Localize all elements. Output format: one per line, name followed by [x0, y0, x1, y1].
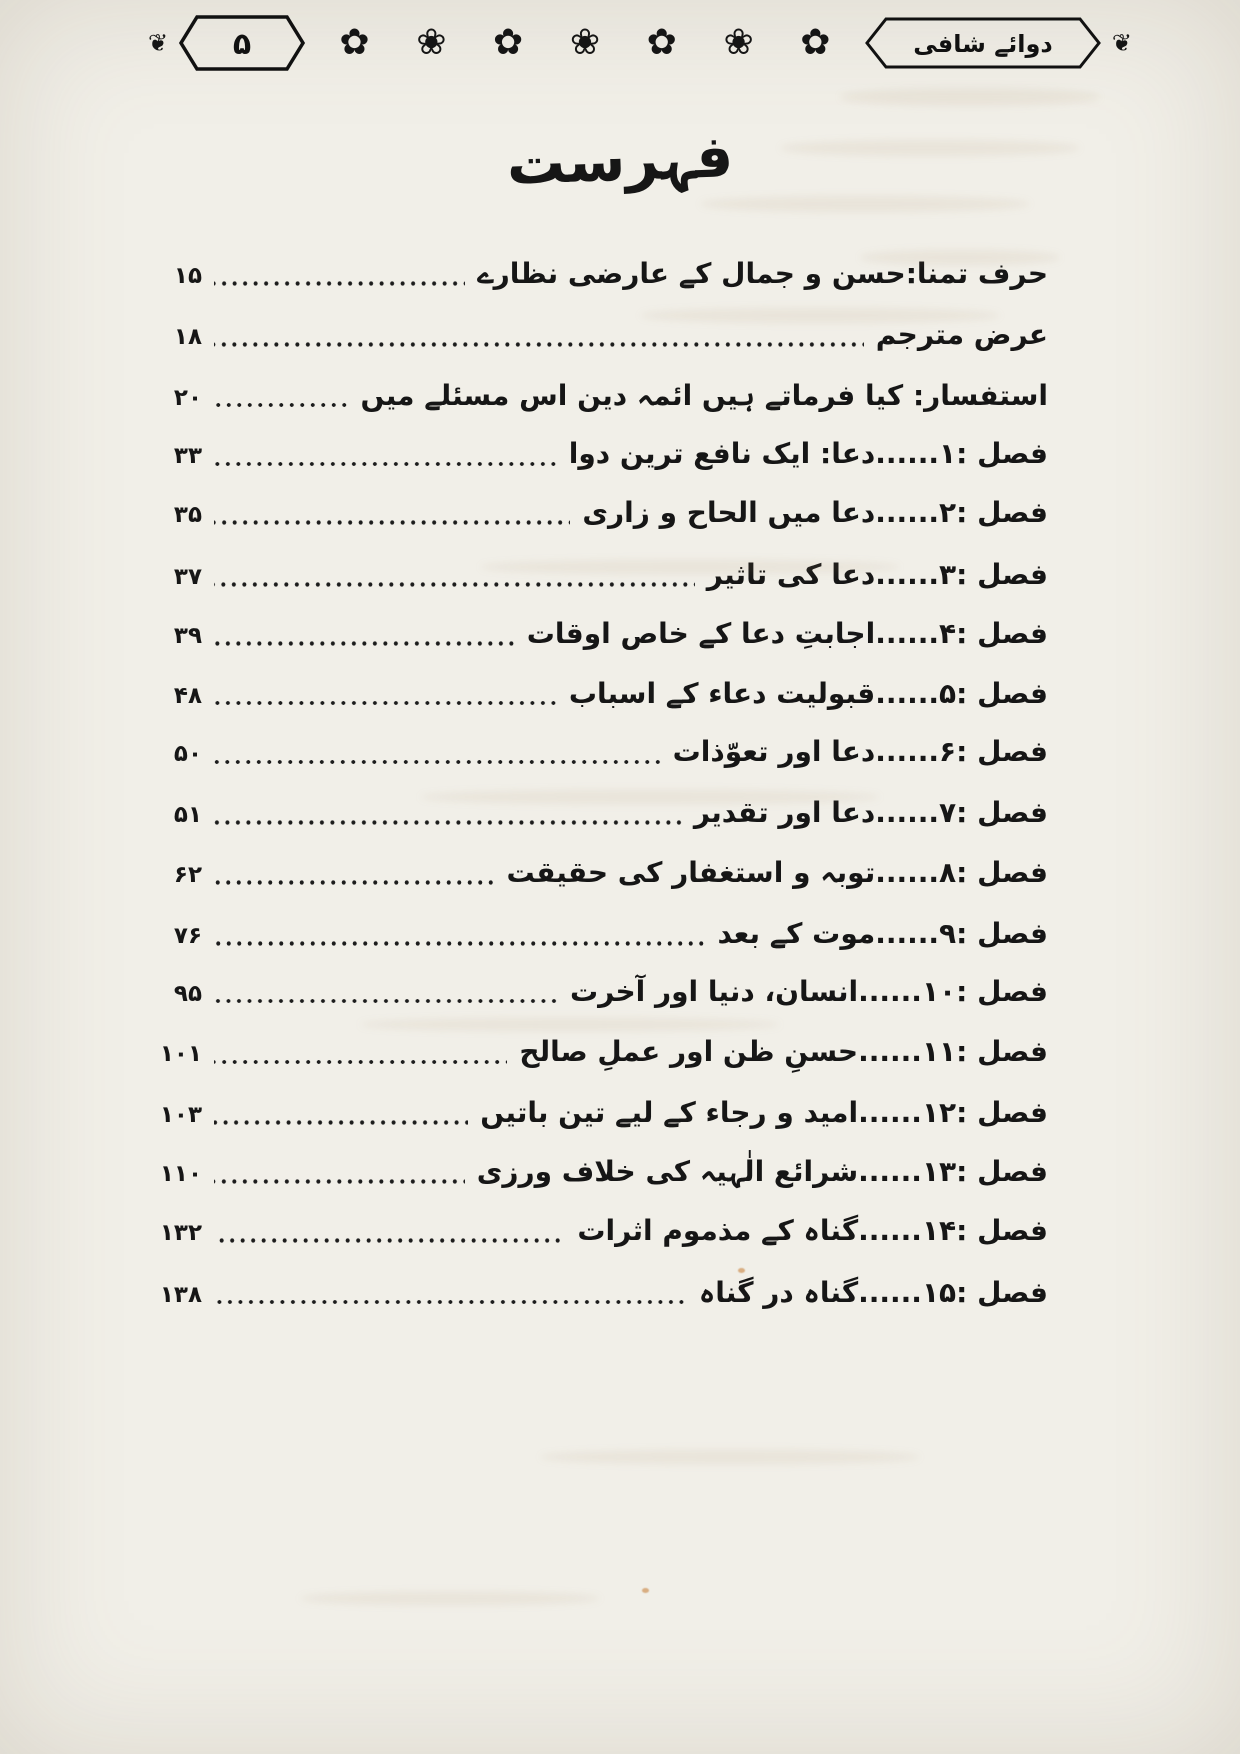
page-title: فہرست	[505, 122, 735, 198]
toc-entry-page: ۱۰۳	[159, 1102, 202, 1129]
floral-ornament-icon: ❀	[723, 22, 754, 63]
dotted-leader	[214, 756, 661, 765]
page-bleed-artifact	[300, 1592, 600, 1605]
toc-entry	[150, 556, 1048, 594]
toc-entry-title: استفسار: کیا فرماتے ہیں ائمہ دین اس مسئلے میں	[360, 378, 1048, 412]
floral-ornament-icon: ❦	[1111, 29, 1132, 57]
book-title-cartouche	[864, 16, 1102, 70]
floral-ornament-icon: ✿	[493, 22, 524, 63]
toc-entry	[150, 435, 1048, 473]
toc-entry	[150, 733, 1048, 771]
page-number-badge	[178, 14, 306, 72]
toc-entry	[150, 1033, 1048, 1071]
dotted-leader	[214, 1296, 687, 1305]
toc-entry-page: ۴۸	[173, 682, 202, 709]
toc-entry-page: ۶۲	[173, 861, 202, 888]
toc-entry	[150, 1094, 1048, 1132]
toc-entry-title: فصل :۲......دعا میں الحاح و زاری	[582, 496, 1048, 530]
toc-entry-title: فصل :۵......قبولیت دعاء کے اسباب	[568, 676, 1048, 710]
page-bleed-artifact	[840, 88, 1100, 106]
toc-entry-title: حرف تمنا:حسن و جمال کے عارضی نظارے	[477, 257, 1048, 290]
dotted-leader	[214, 938, 706, 947]
toc-entry-page: ۹۵	[173, 980, 202, 1007]
toc-entry-title: فصل :۱۵......گناہ در گناہ	[698, 1275, 1048, 1309]
toc-entry	[150, 316, 1048, 354]
ornament-strip	[316, 22, 854, 63]
dotted-leader	[214, 995, 558, 1004]
toc-entry-page: ۳۷	[173, 563, 202, 590]
dotted-leader	[214, 1176, 465, 1185]
dotted-leader	[214, 697, 557, 706]
page-number: ۵	[232, 27, 252, 62]
toc-entry	[150, 915, 1048, 953]
toc-entry-page: ۱۰۱	[159, 1041, 202, 1068]
toc-entry-page: ۲۰	[173, 384, 202, 411]
toc-entry	[150, 494, 1048, 532]
toc-entry-page: ۱۱۰	[159, 1160, 202, 1187]
toc-entry	[150, 675, 1048, 713]
toc-entry-page: ۳۵	[173, 502, 202, 529]
dotted-leader	[214, 638, 515, 647]
dotted-leader	[214, 339, 864, 348]
floral-ornament-icon: ✿	[339, 22, 370, 63]
floral-ornament-icon: ✿	[800, 22, 831, 63]
toc-entry-title: فصل :۱......دعا: ایک نافع ترین دوا	[568, 437, 1048, 471]
dotted-leader	[214, 458, 557, 467]
toc-entry	[150, 377, 1048, 415]
toc-entry-page: ۱۸	[173, 323, 202, 350]
dotted-leader	[214, 877, 495, 886]
toc-entry-title: فصل :۱۲......امید و رجاء کے لیے تین باتیں	[480, 1096, 1048, 1130]
toc-entry-page: ۱۳۲	[159, 1219, 202, 1246]
header-ornament-band	[148, 6, 1132, 80]
toc-entry-page: ۵۱	[173, 802, 202, 829]
toc-entry-title: فصل :۳......دعا کی تاثیر	[706, 557, 1048, 591]
toc-entry-title: فصل :۷......دعا اور تقدیر	[693, 796, 1048, 830]
floral-ornament-icon: ❀	[416, 22, 447, 63]
dotted-leader	[214, 817, 682, 826]
dotted-leader	[214, 1117, 468, 1126]
toc-entry-title: فصل :۱۴......گناہ کے مذموم اثرات	[577, 1213, 1048, 1247]
toc-entry-title: فصل :۴......اجابتِ دعا کے خاص اوقات	[526, 616, 1048, 650]
dotted-leader	[214, 278, 465, 287]
toc-entry	[150, 1274, 1048, 1312]
toc-entry-title: فصل :۱۰......انسان، دنیا اور آخرت	[569, 974, 1048, 1008]
toc-entry-title: فصل :۸......توبہ و استغفار کی حقیقت	[506, 855, 1048, 889]
page-bleed-artifact	[540, 1450, 920, 1464]
toc-entry	[150, 255, 1048, 293]
toc-entry-title: فصل :۱۳......شرائع الٰہیہ کی خلاف ورزی	[476, 1154, 1048, 1188]
toc-entry-title: فصل :۶......دعا اور تعوّذات	[672, 735, 1048, 769]
toc-entry	[150, 973, 1048, 1011]
book-title: دوائے شافی	[913, 30, 1053, 58]
table-of-contents	[150, 256, 1048, 1310]
toc-entry-title: فصل :۹......موت کے بعد	[717, 916, 1048, 950]
floral-ornament-icon: ❦	[148, 29, 169, 57]
paper-speck	[642, 1588, 649, 1593]
toc-entry-page: ۵۰	[173, 741, 202, 768]
toc-entry-title: فصل :۱۱......حسنِ ظن اور عملِ صالح	[519, 1035, 1048, 1069]
dotted-leader	[214, 517, 570, 526]
toc-entry	[150, 1153, 1048, 1191]
toc-entry-title: عرض مترجم	[875, 317, 1048, 351]
toc-entry	[150, 794, 1048, 832]
toc-entry	[150, 615, 1048, 653]
floral-ornament-icon: ❀	[569, 22, 601, 63]
toc-entry-page: ۳۹	[173, 622, 202, 649]
dotted-leader	[214, 1056, 507, 1065]
toc-entry-page: ۷۶	[173, 922, 202, 949]
toc-entry	[150, 854, 1048, 892]
dotted-leader	[214, 399, 349, 408]
toc-entry-page: ۱۳۸	[159, 1281, 202, 1308]
toc-entry-page: ۱۵	[173, 263, 202, 289]
page-bleed-artifact	[700, 196, 1030, 212]
dotted-leader	[214, 1235, 565, 1244]
toc-entry	[150, 1212, 1048, 1250]
floral-ornament-icon: ✿	[646, 22, 677, 63]
toc-entry-page: ۳۳	[173, 443, 202, 470]
dotted-leader	[214, 579, 695, 588]
